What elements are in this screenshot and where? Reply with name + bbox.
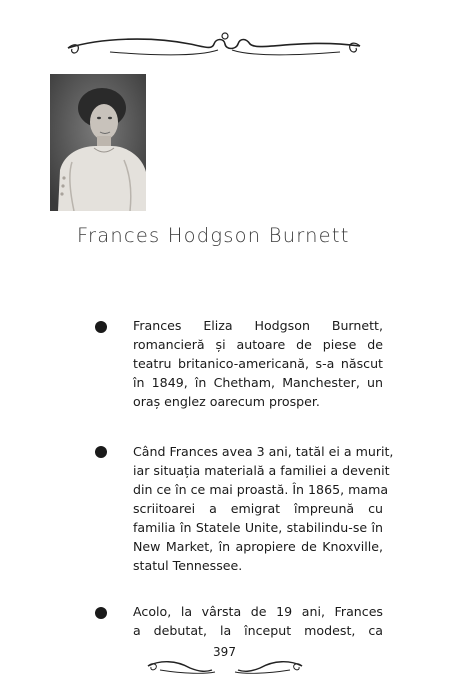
text-line: romancieră și autoare de piese de xyxy=(133,337,383,352)
text-line: statul Tennessee. xyxy=(133,558,243,573)
text-line: în 1849, în Chetham, Manchester, un xyxy=(133,375,383,390)
paragraph xyxy=(133,442,394,575)
text-line: Frances Eliza Hodgson Burnett, xyxy=(133,318,383,333)
paragraph xyxy=(133,602,383,640)
bullet-dot xyxy=(95,446,107,458)
text-line: Când Frances avea 3 ani, tatăl ei a murit, xyxy=(133,444,394,459)
paragraph xyxy=(133,316,383,411)
text-line: a debutat, la început modest, ca xyxy=(133,623,383,638)
page-title: Frances Hodgson Burnett xyxy=(77,224,350,247)
text-line: familia în Statele Unite, stabilindu-se în xyxy=(133,520,383,535)
portrait-photo xyxy=(50,74,146,211)
text-line: oraș englez oarecum prosper. xyxy=(133,394,320,409)
page-number: 397 xyxy=(213,645,236,659)
text-line: scriitoarei a emigrat împreună cu xyxy=(133,501,383,516)
text-line: New Market, în apropiere de Knoxville, xyxy=(133,539,383,554)
bullet-dot xyxy=(95,321,107,333)
text-line: teatru britanico-americană, s-a născut xyxy=(133,356,383,371)
bullet-dot xyxy=(95,607,107,619)
text-line: Acolo, la vârsta de 19 ani, Frances xyxy=(133,604,383,619)
top-ornament xyxy=(0,30,449,62)
text-line: din ce în ce mai proastă. În 1865, mama xyxy=(133,482,389,497)
text-line: iar situația materială a familiei a devenit xyxy=(133,463,390,478)
